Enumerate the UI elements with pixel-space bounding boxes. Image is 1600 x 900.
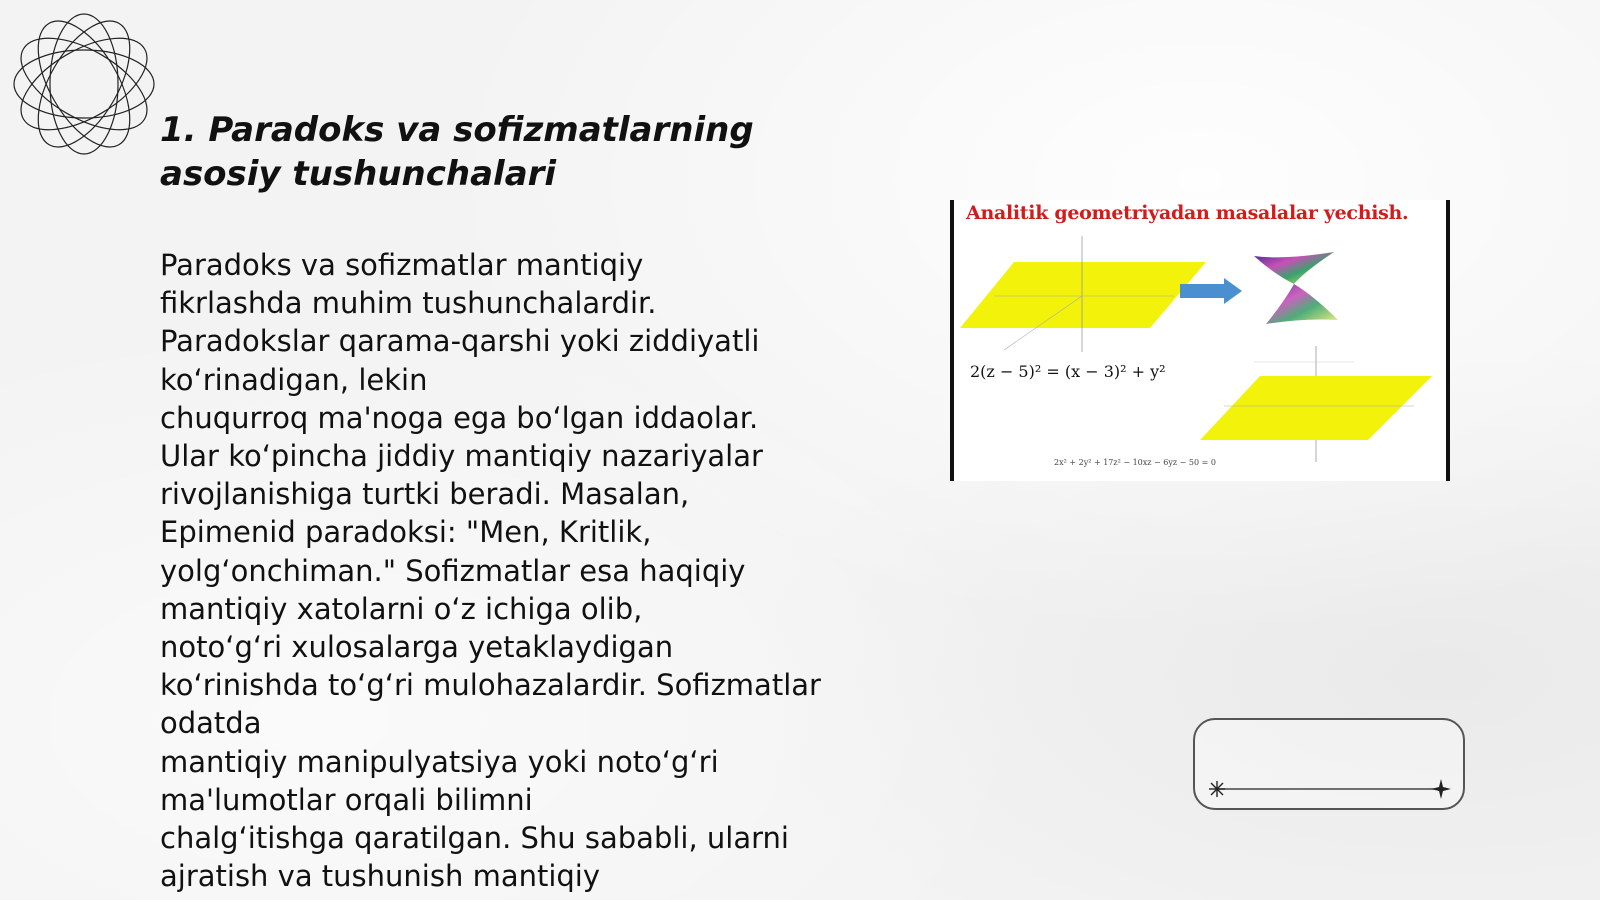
four-point-star-icon bbox=[1431, 779, 1451, 799]
arrow-icon bbox=[1180, 278, 1242, 304]
body-line: chuqurroq ma'noga ega bo‘lgan iddaolar. bbox=[160, 400, 759, 435]
circle-ornament-icon bbox=[10, 10, 158, 158]
body-line: ko‘rinishda to‘g‘ri mulohazalardir. Sofizmatlar bbox=[160, 668, 821, 703]
body-line: chalg‘itishga qaratilgan. Shu sababli, ularni bbox=[160, 821, 789, 856]
body-line: Ular ko‘pincha jiddiy mantiqiy nazariyalar bbox=[160, 439, 763, 474]
body-line: Paradoks va sofizmatlar mantiqiy bbox=[160, 248, 644, 282]
plane-right bbox=[1200, 346, 1432, 462]
slide-title: 1. Paradoks va sofizmatlarning asosiy tushunchalari bbox=[160, 110, 754, 194]
equation-small: 2x² + 2y² + 17z² − 10xz − 6yz − 50 = 0 bbox=[1054, 458, 1216, 467]
figure-heading: Analitik geometriyadan masalalar yechish. bbox=[966, 202, 1409, 224]
body-line: ma'lumotlar orqali bilimni bbox=[160, 782, 533, 817]
plane-left bbox=[960, 236, 1206, 352]
body-line: Epimenid paradoksi: "Men, Kritlik, bbox=[160, 515, 652, 550]
body-line: yolg‘onchiman." Sofizmatlar esa haqiqiy bbox=[160, 553, 746, 588]
equation-main: 2(z − 5)² = (x − 3)² + y² bbox=[970, 362, 1166, 381]
body-line: Paradokslar qarama-qarshi yoki ziddiyatli bbox=[160, 324, 760, 359]
body-line: noto‘g‘ri xulosalarga yetaklaydigan bbox=[160, 630, 674, 665]
geometry-figure bbox=[950, 200, 1450, 481]
cone-surface bbox=[1254, 252, 1338, 324]
body-line: mantiqiy xatolarni o‘z ichiga olib, bbox=[160, 591, 643, 626]
body-line: rivojlanishiga turtki beradi. Masalan, bbox=[160, 477, 690, 512]
body-line: ajratish va tushunish mantiqiy bbox=[160, 859, 601, 894]
body-line: fikrlashda muhim tushunchalardir. bbox=[160, 286, 657, 321]
sparkle-icon bbox=[1209, 781, 1225, 797]
body-line: mantiqiy manipulyatsiya yoki noto‘g‘ri bbox=[160, 744, 719, 779]
decorative-line-frame bbox=[1193, 718, 1465, 810]
body-line: ko‘rinadigan, lekin bbox=[160, 362, 428, 397]
slide-body bbox=[160, 246, 840, 895]
body-line: odatda bbox=[160, 706, 262, 741]
